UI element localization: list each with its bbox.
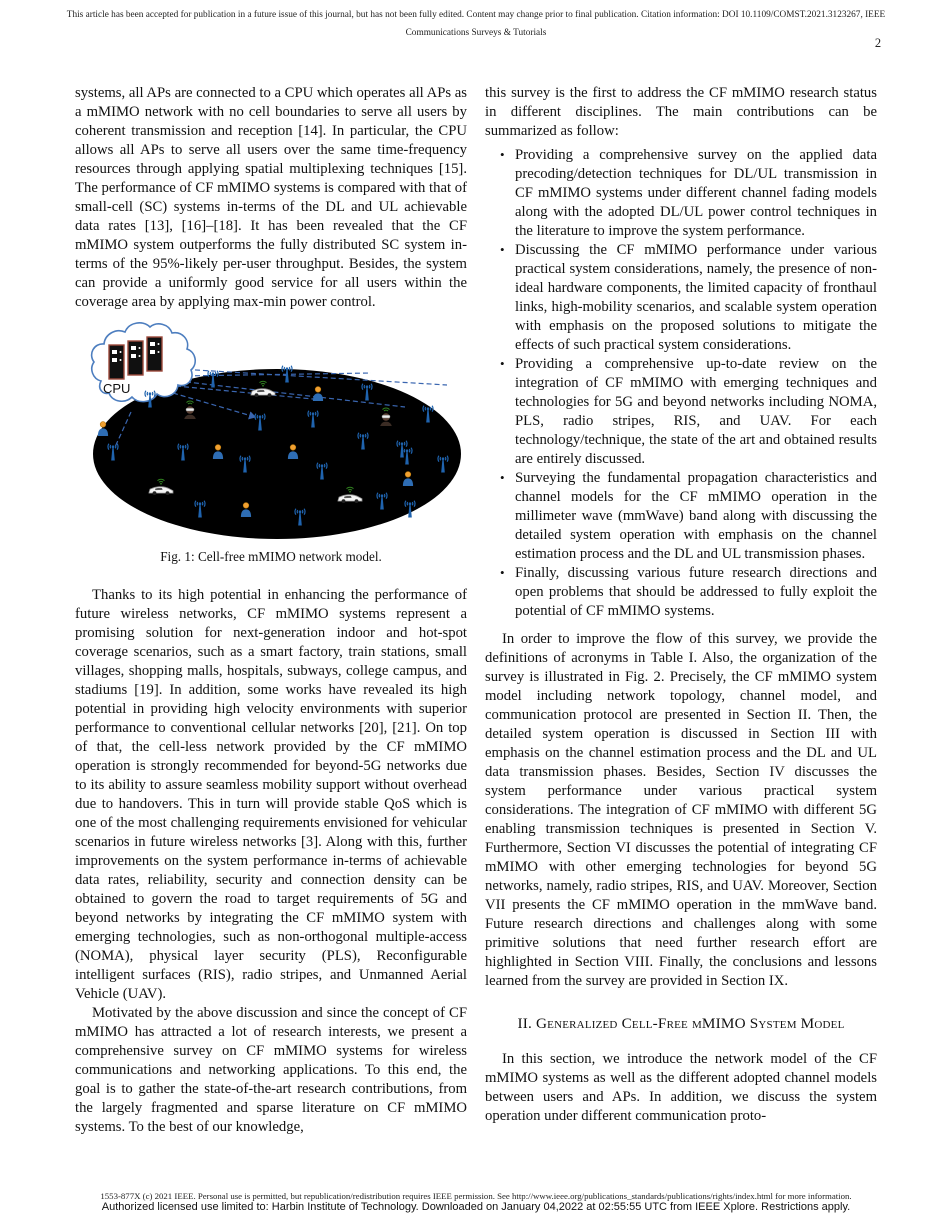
footer-copyright: 1553-877X (c) 2021 IEEE. Personal use is permitted, but republication/redistribution requires IEEE permission. See http://www.ieee.org/publications_standards/publications/rights/index.html for more information. <box>100 1191 852 1201</box>
ap-antenna-icon <box>375 491 390 512</box>
page-body <box>75 84 877 1137</box>
section-title: Generalized Cell-Free mMIMO System Model <box>535 1015 845 1032</box>
contribution-text: Surveying the fundamental propagation characteristics and channel models for the CF mMIMO operation in the millimeter wave (mmWave) band along with discussing the detailed system operation with emphasis on the channel estimation process and the DL and UL transmission phases. <box>515 470 877 562</box>
ap-antenna-icon <box>238 454 253 475</box>
journal-name: Communications Surveys & Tutorials <box>405 28 547 38</box>
ap-antenna-icon <box>206 369 221 390</box>
bullet-marker: • <box>500 147 505 162</box>
ap-antenna-icon <box>193 499 208 520</box>
ap-antenna-icon <box>356 431 371 452</box>
ap-antenna-icon <box>400 446 415 467</box>
ap-antenna-icon <box>403 499 418 520</box>
bullet-marker: • <box>500 356 505 371</box>
contributions-list <box>485 146 877 621</box>
contribution-item <box>498 146 877 241</box>
figure-caption: Fig. 1: Cell-free mMIMO network model. <box>160 549 382 564</box>
paragraph: In order to improve the flow of this survey, we provide the definitions of acronyms in Table I. Also, the organization of the survey is illustrated in Fig. 2. Precisely, the CF mMIMO system model including network topology, channel model, and communication protocol are presented in Section II. Then, the detailed system operation is discussed in Section III with emphasis on the channel estimation process and the DL and UL data transmission phases. Besides, Section IV discusses the system performance under various practical system considerations. The integration of CF mMIMO with different 5G enabling transmission techniques is presented in Section V. Furthermore, Section VI discusses the potential of integrating CF mMIMO with other emerging technologies for beyond 5G networks, namely, radio stripes, RIS, and UAV. Moreover, Section VII presents the CF mMIMO operation in the mmWave band. Future research directions and challenges along with some primitive solutions that need further research effort are highlighted in Section VIII. Finally, the conclusions and lessons learned from the survey are provided in Section IX. <box>485 631 877 989</box>
contribution-item <box>498 469 877 564</box>
ap-antenna-icon <box>436 454 451 475</box>
contribution-item <box>498 355 877 469</box>
section-number: II. <box>517 1015 532 1032</box>
user-icon <box>240 502 253 518</box>
ap-antenna-icon <box>280 364 295 385</box>
ap-antenna-icon <box>293 507 308 528</box>
paragraph: Motivated by the above discussion and since the concept of CF mMIMO has attracted a lot of research interests, we present a comprehensive survey on CF mMIMO systems for wireless communications and networking applications. To this end, the goal is to gather the state-of-the-art research contributions, from the largely fragmented and sparse literature on CF mMIMO systems. To the best of our knowledge, <box>75 1005 467 1135</box>
bullet-marker: • <box>500 242 505 257</box>
paragraph: this survey is the first to address the CF mMIMO research status in different disciplines. The main contributions can be summarized as follow: <box>485 85 877 139</box>
user-icon <box>287 444 300 460</box>
contribution-text: Providing a comprehensive up-to-date review on the integration of CF mMIMO with emerging techniques and technologies for 5G and beyond networks including NOMA, PLS, radio stripes, RIS, and UAV. For each technology/technique, the state of the art and obtained results are entirely discussed. <box>515 356 877 467</box>
user-icon <box>97 421 110 437</box>
ap-antenna-icon <box>253 412 268 433</box>
user-icon <box>312 386 325 402</box>
paragraph: Thanks to its high potential in enhancing the performance of future wireless networks, CF mMIMO systems represent a promising solution for next-generation indoor and hot-spot coverage scenarios, such as a smart factory, train stations, small villages, shopping malls, hospitals, subways, college campus, and stadiums [19]. In addition, some works have revealed its high potential in providing high velocity environments with superior performance to conventional cellular networks [20], [21]. On top of that, the cell-less network provided by the CF mMIMO operation is strongly recommended for beyond-5G networks due to its ability to assure seamless mobility support without overhead due to handovers. This in turn will provide stable QoS which is one of the most challenging requirements envisioned for vehicular scenarios in future wireless networks [3]. Along with this, further improvements on the system performance in-terms of achievable data rates, reliability, security and connection density can be obtained to govern the road to target requirements of 5G and beyond networks by integrating the CF mMIMO system with emerging technologies, such as non-orthogonal multiple-access (NOMA), physical layer security (PLS), Reconfigurable intelligent surfaces (RIS), radio stripes, and Unmanned Aerial Vehicle (UAV). <box>75 587 467 1002</box>
paragraph: In this section, we introduce the network model of the CF mMIMO systems as well as the different adopted channel models between users and APs. In addition, we discuss the system operation under different communication proto- <box>485 1051 877 1124</box>
paragraph: systems, all APs are connected to a CPU which operates all APs as a mMIMO network with no cell boundaries to serve all users by coherent transmission and reception [14]. In particular, the CPU allows all APs to serve all users over the same time-frequency resources through applying spatial multiplexing techniques [15]. The performance of CF mMIMO systems is compared with that of small-cell (SC) systems in-terms of the DL and UL achievable data rates [13], [16]–[18]. It has been revealed that the CF mMIMO system outperforms the fully distributed SC system in-terms of the 95%-likely per-user throughput. Besides, the system can provide a uniformly good service for all users within the coverage area by applying max-min power control. <box>75 85 468 310</box>
vr-user-icon <box>378 407 394 427</box>
ap-antenna-icon <box>421 404 436 425</box>
ap-antenna-icon <box>315 461 330 482</box>
ap-antenna-icon <box>360 382 375 403</box>
footer-license-stamp: Authorized licensed use limited to: Harbin Institute of Technology. Downloaded on January 04,2022 at 02:55:55 UTC from IEEE Xplore. Restrictions apply. <box>101 1201 851 1213</box>
contribution-text: Finally, discussing various future research directions and open problems that should be addressed to fully exploit the potential of CF mMIMO systems. <box>515 565 877 619</box>
accepted-article-notice <box>30 6 922 42</box>
vr-user-icon <box>182 400 198 420</box>
ap-antenna-icon <box>176 442 191 463</box>
ap-antenna-icon <box>306 409 321 430</box>
user-icon <box>212 444 225 460</box>
bullet-marker: • <box>500 470 505 485</box>
figure-1 <box>75 319 467 573</box>
connected-car-icon <box>336 486 364 505</box>
section-heading <box>485 1015 877 1033</box>
column-right <box>485 84 877 1137</box>
page-number: 2 <box>874 36 882 50</box>
contribution-item <box>498 564 877 621</box>
notice-line-1: This article has been accepted for publication in a future issue of this journal, but has not been fully edited. Content may change prior to final publication. Citation information: DOI 10.1109/COMST.2021.3123267, IEEE <box>66 10 886 20</box>
contribution-text: Providing a comprehensive survey on the applied data precoding/detection techniques for DL/UL transmission in CF mMIMO systems under different channel fading models along with the adopted DL/UL power control techniques in the literature to improve the system performance. <box>515 147 877 239</box>
bullet-marker: • <box>500 565 505 580</box>
contribution-item <box>498 241 877 355</box>
connected-car-icon <box>249 380 277 399</box>
user-icon <box>402 471 415 487</box>
ap-antenna-icon <box>106 442 121 463</box>
column-left <box>75 84 467 1137</box>
ap-antenna-icon <box>143 389 158 410</box>
contribution-text: Discussing the CF mMIMO performance under various practical system considerations, namely, the presence of non-ideal hardware components, the limited capacity of fronthaul links, high-mobility scenarios, and scalable system operation with emphasis on the proposed solutions to mitigate the effects of such practical system considerations. <box>515 242 877 353</box>
connected-car-icon <box>147 478 175 497</box>
cpu-label: CPU <box>103 381 131 396</box>
